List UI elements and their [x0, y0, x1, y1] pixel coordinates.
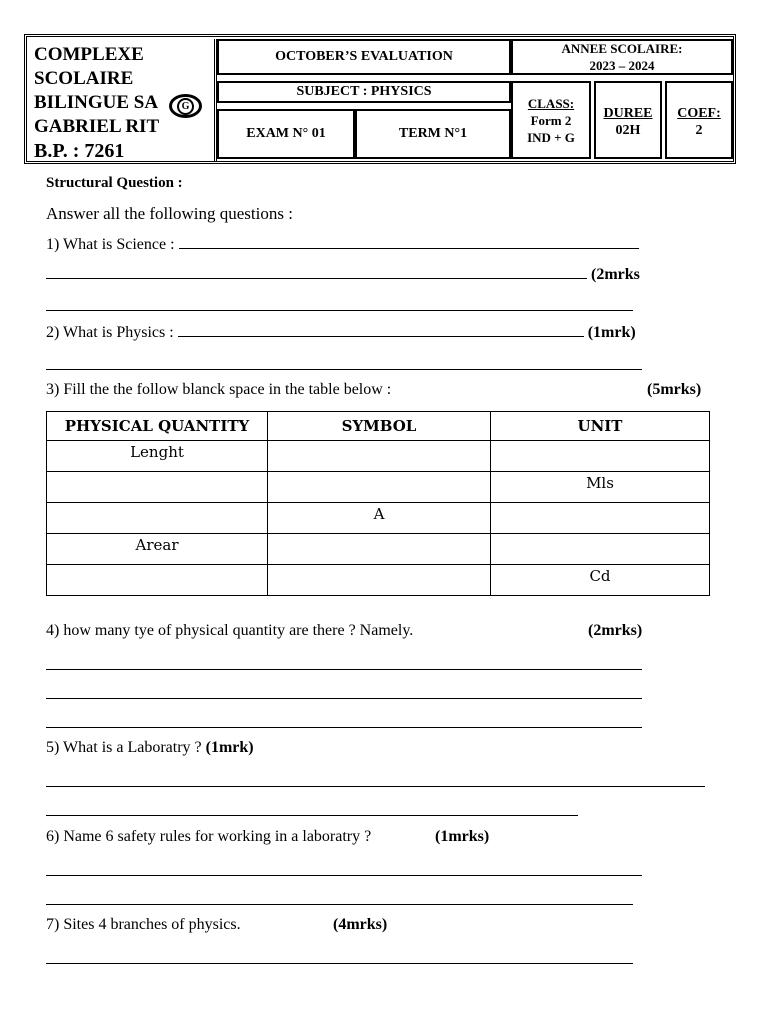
question-7-marks: (4mrks)	[333, 916, 388, 933]
school-line-1: COMPLEXE	[34, 44, 144, 65]
question-2-marks: (1mrk)	[587, 324, 636, 341]
table-cell[interactable]	[268, 472, 491, 503]
table-row	[47, 441, 710, 472]
question-2-text: 2) What is Physics :	[46, 324, 174, 341]
exam-number: EXAM N° 01	[217, 109, 355, 159]
table-cell[interactable]	[47, 565, 268, 596]
table-cell[interactable]: Lenght	[47, 441, 268, 472]
table-cell[interactable]	[47, 503, 268, 534]
table-cell[interactable]: Mls	[491, 472, 710, 503]
table-cell[interactable]	[268, 565, 491, 596]
answer-line[interactable]	[46, 698, 642, 699]
coefficient-label: COEF:	[677, 106, 721, 121]
question-5-marks: (1mrk)	[205, 739, 254, 756]
coefficient-value: 2	[695, 123, 703, 138]
answer-line[interactable]	[46, 786, 705, 787]
question-5-text: 5) What is a Laboratry ?	[46, 739, 202, 756]
table-cell[interactable]: Cd	[491, 565, 710, 596]
question-4-text: 4) how many tye of physical quantity are there ? Namely.	[46, 622, 414, 639]
class-value-form: Form 2	[530, 112, 572, 128]
table-cell[interactable]	[47, 472, 268, 503]
school-line-3: BILINGUE SA	[34, 92, 159, 113]
subject-label: SUBJECT : PHYSICS	[217, 81, 511, 103]
answer-line[interactable]	[46, 369, 642, 370]
class-cell	[511, 81, 591, 159]
instruction-text: Answer all the following questions :	[46, 204, 293, 223]
answer-line[interactable]	[46, 310, 633, 311]
coefficient-cell	[665, 81, 733, 159]
physical-quantity-table	[46, 411, 710, 596]
duration-label: DUREE	[603, 106, 653, 121]
table-cell[interactable]	[491, 534, 710, 565]
question-1	[46, 234, 639, 254]
question-5	[46, 739, 254, 757]
answer-blank[interactable]	[178, 322, 584, 337]
table-row	[47, 472, 710, 503]
question-1-answer-line	[46, 264, 640, 284]
table-cell[interactable]	[268, 534, 491, 565]
evaluation-title: OCTOBER’S EVALUATION	[217, 39, 511, 75]
question-2	[46, 322, 636, 342]
question-4-marks: (2mrks)	[588, 622, 643, 639]
question-1-marks: (2mrks	[591, 266, 640, 283]
term-number: TERM N°1	[355, 109, 511, 159]
table-cell[interactable]	[268, 441, 491, 472]
answer-line[interactable]	[46, 904, 633, 905]
column-header-physical-quantity: PHYSICAL QUANTITY	[47, 412, 268, 441]
class-value-stream: IND + G	[527, 129, 575, 145]
school-year-value: 2023 – 2024	[589, 58, 655, 73]
answer-line[interactable]	[46, 815, 578, 816]
question-3-text: 3) Fill the the follow blanck space in the table below :	[46, 381, 392, 398]
column-header-unit: UNIT	[491, 412, 710, 441]
table-cell[interactable]: A	[268, 503, 491, 534]
school-year-label: ANNEE SCOLAIRE:	[561, 41, 683, 56]
question-3-marks: (5mrks)	[647, 381, 702, 398]
table-header-row	[47, 412, 710, 441]
duration-value: 02H	[615, 123, 641, 138]
table-cell[interactable]: Arear	[47, 534, 268, 565]
exam-header	[24, 34, 736, 164]
question-7-text: 7) Sites 4 branches of physics.	[46, 916, 241, 933]
table-cell[interactable]	[491, 441, 710, 472]
school-year-cell	[511, 39, 733, 75]
table-row	[47, 503, 710, 534]
school-logo-icon: G	[169, 94, 202, 118]
class-label: CLASS:	[527, 95, 575, 111]
answer-line[interactable]	[46, 727, 642, 728]
table-cell[interactable]	[491, 503, 710, 534]
school-line-2: SCOLAIRE	[34, 68, 134, 89]
question-6-marks: (1mrks)	[435, 828, 490, 845]
table-row	[47, 565, 710, 596]
section-title: Structural Question :	[46, 175, 183, 191]
duration-cell	[594, 81, 662, 159]
school-line-4: GABRIEL RIT	[34, 116, 160, 137]
table-row	[47, 534, 710, 565]
school-name-block	[29, 39, 217, 161]
column-header-symbol: SYMBOL	[268, 412, 491, 441]
answer-blank[interactable]	[46, 264, 587, 279]
school-po-box: B.P. : 7261	[34, 140, 125, 161]
answer-blank[interactable]	[179, 234, 639, 249]
answer-line[interactable]	[46, 875, 642, 876]
answer-line[interactable]	[46, 963, 633, 964]
question-6-text: 6) Name 6 safety rules for working in a laboratry ?	[46, 828, 372, 845]
question-1-text: 1) What is Science :	[46, 236, 175, 253]
answer-line[interactable]	[46, 669, 642, 670]
